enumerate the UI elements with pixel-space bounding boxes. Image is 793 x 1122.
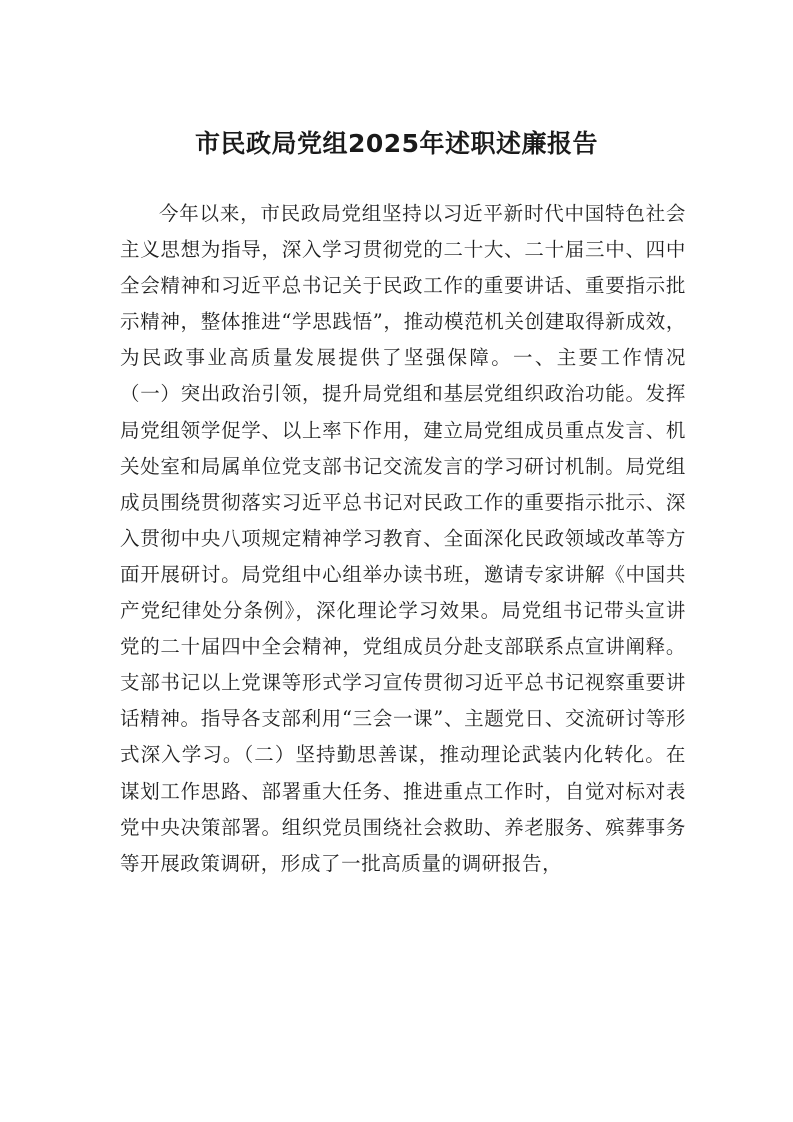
- document-title: 市民政局党组2025年述职述廉报告: [194, 129, 599, 158]
- document-body-paragraph: 今年以来，市民政局党组坚持以习近平新时代中国特色社会主义思想为指导，深入学习贯彻党的二十大、二十届三中、四中全会精神和习近平总书记关于民政工作的重要讲话、重要指示批示精神，整体推进“学思践悟”，推动模范机关创建取得新成效，为民政事业高质量发展提供了坚强保障。一、主要工作情况（一）突出政治引领，提升局党组和基层党组织政治功能。发挥局党组领学促学、以上率下作用，建立局党组成员重点发言、机关处室和局属单位党支部书记交流发言的学习研讨机制。局党组成员围绕贯彻落实习近平总书记对民政工作的重要指示批示、深入贯彻中央八项规定精神学习教育、全面深化民政领域改革等方面开展研讨。局党组中心组举办读书班，邀请专家讲解《中国共产党纪律处分条例》，深化理论学习效果。局党组书记带头宣讲党的二十届四中全会精神，党组成员分赴支部联系点宣讲阐释。支部书记以上党课等形式学习宣传贯彻习近平总书记视察重要讲话精神。指导各支部利用“三会一课”、主题党日、交流研讨等形式深入学习。（二）坚持勤思善谋，推动理论武装内化转化。在谋划工作思路、部署重大任务、推进重点工作时，自觉对标对表党中央决策部署。组织党员围绕社会救助、养老服务、殡葬事务等开展政策调研，形成了一批高质量的调研报告，: [120, 202, 686, 875]
